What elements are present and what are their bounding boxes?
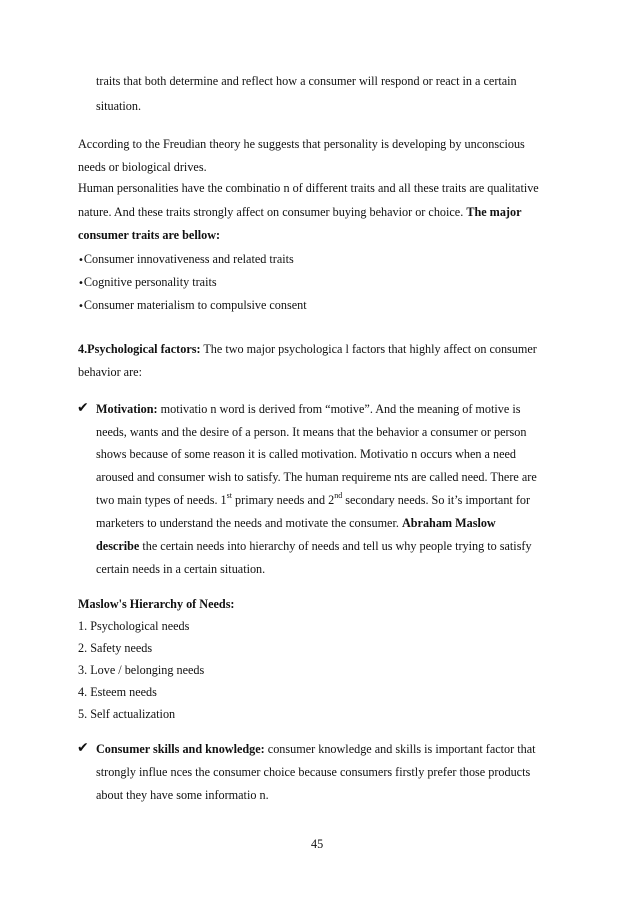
maslow-heading: Maslow's Hierarchy of Needs: — [78, 597, 235, 611]
traits-line-2: nature. And these traits strongly affect on consumer buying behavior or choice. The major — [78, 205, 522, 219]
motivation-line-1: Motivation: motivatio n word is derived from “motive”. And the meaning of motive is — [96, 402, 521, 416]
motivation-line-2: needs, wants and the desire of a person. It means that the behavior a consumer or person — [96, 425, 527, 439]
traits-line-1: Human personalities have the combinatio n of different traits and all these traits are qualitative — [78, 181, 539, 195]
page-number: 45 — [311, 837, 324, 851]
skills-line-2: strongly influe nces the consumer choice because consumers firstly prefer those products — [96, 765, 531, 779]
check-icon: ✔ — [77, 400, 89, 416]
list-item: 3. Love / belonging needs — [78, 663, 205, 677]
motivation-line-3: shows because of some reason it is called motivation. Motivatio n occurs when a need — [96, 447, 517, 461]
motivation-line-4: aroused and consumer wish to satisfy. The human requireme nts are called need. There are — [96, 470, 537, 484]
skills-line-3: about they have some informatio n. — [96, 788, 269, 802]
skills-line-1: Consumer skills and knowledge: consumer knowledge and skills is important factor that — [96, 742, 536, 756]
psych-heading: 4.Psychological factors: — [78, 342, 201, 356]
motivation-heading: Motivation: — [96, 402, 158, 416]
list-item: 2. Safety needs — [78, 641, 153, 655]
bullet-icon: • — [78, 255, 84, 266]
maslow-name: Abraham Maslow — [401, 516, 496, 530]
list-item: •Consumer materialism to compulsive consent — [78, 298, 307, 312]
intro-line-1: traits that both determine and reflect how a consumer will respond or react in a certain — [96, 74, 517, 88]
skills-heading: Consumer skills and knowledge: — [96, 742, 265, 756]
motivation-line-6: marketers to understand the needs and motivate the consumer. Abraham Maslow — [96, 516, 496, 530]
motivation-line-8: certain needs in a certain situation. — [96, 562, 266, 576]
motivation-line-7: describe the certain needs into hierarchy of needs and tell us why people trying to satisfy — [96, 539, 532, 553]
bullet-icon: • — [78, 278, 84, 289]
psych-line-1: 4.Psychological factors: The two major psychologica l factors that highly affect on consumer — [78, 342, 537, 356]
traits-bold-tail: The major — [466, 205, 522, 219]
bullet-icon: • — [78, 301, 84, 312]
list-item: 5. Self actualization — [78, 707, 176, 721]
list-item: 1. Psychological needs — [78, 619, 190, 633]
psych-line-2: behavior are: — [78, 365, 142, 379]
freud-line-2: needs or biological drives. — [78, 160, 207, 174]
traits-line-3: consumer traits are bellow: — [78, 228, 221, 242]
check-icon: ✔ — [77, 740, 89, 756]
freud-line-1: According to the Freudian theory he suggests that personality is developing by unconscious — [78, 137, 525, 151]
list-item: 4. Esteem needs — [78, 685, 157, 699]
intro-line-2: situation. — [96, 99, 142, 113]
motivation-line-5: two main types of needs. 1st primary needs and 2nd secondary needs. So it’s important for — [96, 490, 531, 507]
list-item: •Consumer innovativeness and related traits — [78, 252, 294, 266]
list-item: •Cognitive personality traits — [78, 275, 217, 289]
